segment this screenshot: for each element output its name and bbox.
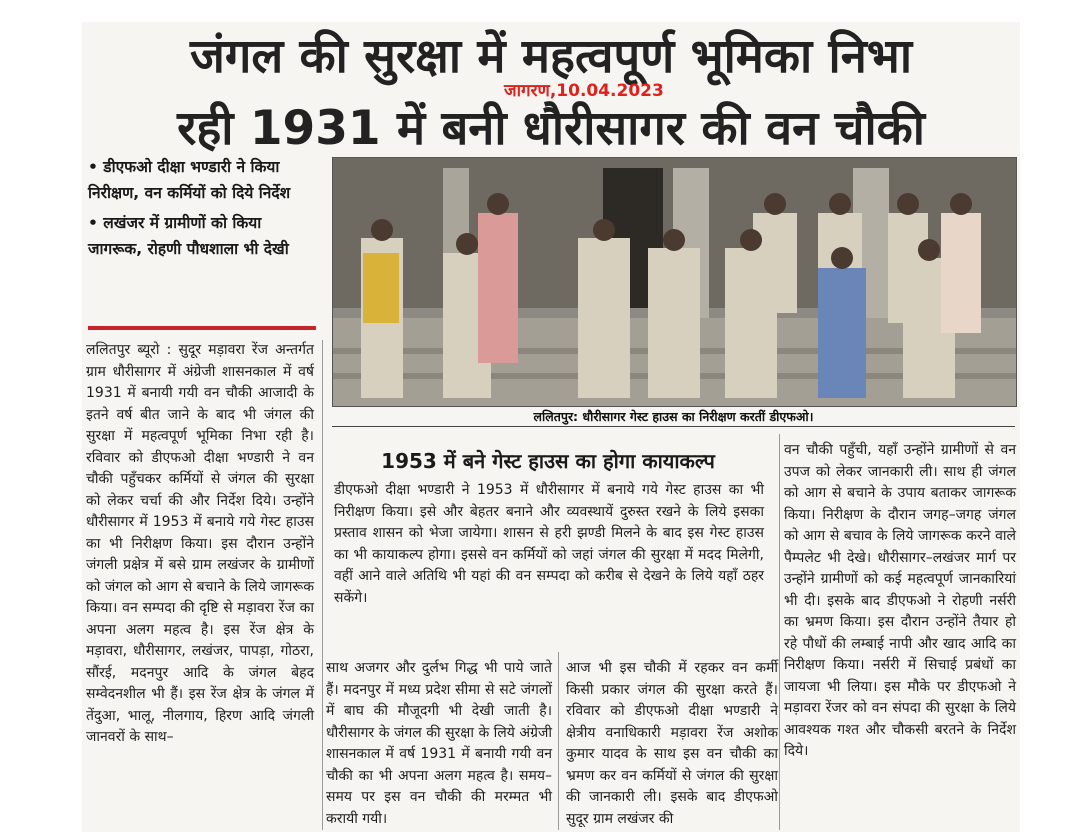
column-divider [322,340,323,830]
headline-line-2: रही 1931 में बनी धौरीसागर की वन चौकी [177,101,925,156]
article-column-4: वन चौकी पहुँची, यहाँ उन्होंने ग्रामीणों से वन उपज को लेकर जानकारी ली। साथ ही जंगल को आग से बचाने के उपाय बताकर जागरूक किया। निरीक्षण के दौरान जगह–जगह जंगल को आग से बचाव के लिये जागरूक करने वाले पैम्पलेट भी देखे। धौरीसागर–लखंजर मार्ग पर उन्होंने ग्रामीणों को कई महत्वपूर्ण जानकारियां भी दी। इसके बाद डीएफओ ने रोहणी नर्सरी का भ्रमण किया। इस दौरान उन्होंने तैयार हो रहे पौधों की लम्बाई नापी और खाद आदि का निरीक्षण किया। नर्सरी में सिचाई प्रबंधों का जायजा भी लिया। इस मौके पर डीएफओ ने मड़ावरा रेंजर को वन संपदा की सुरक्षा के लिये आवश्यक गश्त और चौकसी बरतने के निर्देश दिये। [784,442,1016,759]
headline-line-1: जंगल की सुरक्षा में महत्वपूर्ण भूमिका निभा [189,29,912,84]
article-column-2: साथ अजगर और दुर्लभ गिद्ध भी पाये जाते हैं। मदनपुर में मध्य प्रदेश सीमा से सटे जंगलों में बाघ की मौजूदगी भी देखी जाती है। धौरीसागर के जंगल की सुरक्षा के लिये अंग्रेजी शासनकाल में वर्ष 1931 में बनायी गयी वन चौकी का भी अपना अलग महत्व है। समय–समय पर इस वन चौकी की मरम्मत भी करायी गयी। [326,660,552,827]
highlight-item: • डीएफओ दीक्षा भण्डारी ने किया निरीक्षण, वन कर्मियों को दिये निर्देश [88,158,291,202]
article-column-1: ललितपुर ब्यूरो : सुदूर मड़ावरा रेंज अन्तर्गत ग्राम धौरीसागर में अंग्रेजी शासनकाल में वर्ष 1931 में बनायी गयी वन चौकी आजादी के इतने वर्ष बीत जाने के बाद भी जंगल की सुरक्षा में महत्वपूर्ण भूमिका निभा रही है। रविवार को डीएफओ दीक्षा भण्डारी ने वन चौकी पहुँचकर कर्मियों से जंगल की सुरक्षा को लेकर चर्चा की और निर्देश दिये। उन्होंने धौरीसागर में 1953 में बनाये गये गेस्ट हाउस का भी निरीक्षण किया। इस दौरान उन्होंने जंगली प्रक्षेत्र में बसे ग्राम लखंजर के ग्रामीणों को जंगल को आग से बचाने के लिये जागरूक किया। वन सम्पदा की दृष्टि से मड़ावरा रेंज का अपना अलग महत्व है। इस रेंज क्षेत्र के मड़ावरा, धौरीसागर, लखंजर, पापड़ा, गोठरा, सौंरई, मदनपुर आदि के जंगल बेहद सम्वेदनशील भी हैं। इस रेंज क्षेत्र के जंगल में तेंदुआ, भालू, नीलगाय, हिरण आदि जंगली जानवरों के साथ– [86,342,314,745]
group-photo-illustration [333,158,1016,406]
column-divider [558,652,559,830]
photo-caption: ललितपुर: धौरीसागर गेस्ट हाउस का निरीक्षण करतीं डीएफओ। [533,409,814,424]
source-date-stamp: जागरण,10.04.2023 [504,81,664,101]
article-column-3: आज भी इस चौकी में रहकर वन कर्मी किसी प्रकार जंगल की सुरक्षा करते हैं। रविवार को डीएफओ दीक्षा भण्डारी ने क्षेत्रीय वनाधिकारी मड़ावरा रेंज अशोक कुमार यादव के साथ इस वन चौकी का भ्रमण कर वन कर्मियों से जंगल की सुरक्षा की जानकारी ली। इसके बाद डीएफओ सुदूर ग्राम लखंजर की [566,660,778,827]
boxed-story-text: डीएफओ दीक्षा भण्डारी ने 1953 में धौरीसागर में बनाये गये गेस्ट हाउस का भी निरीक्षण किया। इसे और बेहतर बनाने और व्यवस्थायें दुरुस्त रखने के लिये इसका प्रस्ताव शासन को भेजा जायेगा। शासन से हरी झण्डी मिलने के बाद इस गेस्ट हाउस का भी कायाकल्प होगा। इससे वन कर्मियों को जहां जंगल की सुरक्षा में मदद मिलेगी, वहीं आने वाले अतिथि भी यहां की वन सम्पदा को करीब से देखने के लिये यहाँ ठहर सकेंगे। [334,482,764,606]
column-divider [779,434,780,830]
highlight-item: • लखंजर में ग्रामीणों को किया जागरूक, रोहणी पौधशाला भी देखी [88,214,289,258]
newspaper-clipping [82,22,1020,832]
news-photo [332,157,1017,407]
highlights [88,154,318,266]
red-divider [88,326,316,330]
rule-under-caption [332,426,1015,427]
box-subheading: 1953 में बने गेस्ट हाउस का होगा कायाकल्प [381,449,715,473]
